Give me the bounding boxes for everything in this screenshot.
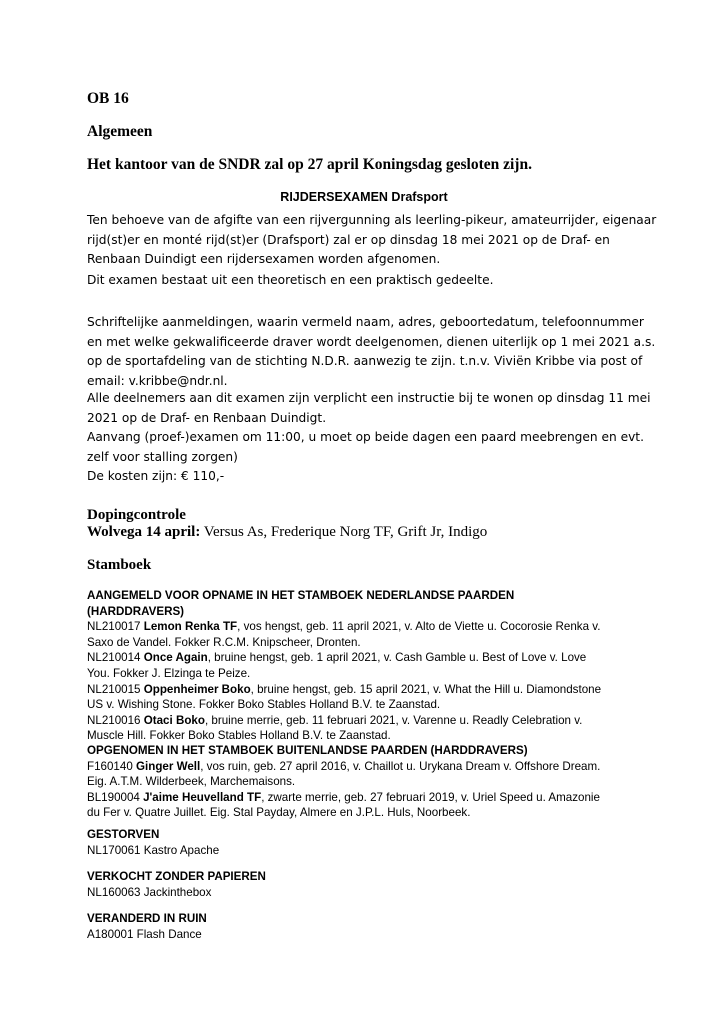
aangemeld-heading-1: AANGEMELD VOOR OPNAME IN HET STAMBOEK NEDERLANDSE PAARDEN [87,589,515,602]
exam-title: RIJDERSEXAMEN Drafsport [280,190,448,204]
opgenomen-heading: OPGENOMEN IN HET STAMBOEK BUITENLANDSE PAARDEN (HARDDRAVERS) [87,744,528,757]
text-line: zelf voor stalling zorgen) [87,449,238,464]
exam-paragraph-4 [87,389,657,467]
horse-name: Once Again [143,651,208,665]
verkocht-section [87,869,662,900]
aangemeld-section [87,588,662,744]
list-item: NL160063 Jackinthebox [87,885,212,899]
horse-details: , vos hengst, geb. 11 april 2021, v. Alto de Viette u. Cocorosie Renka v. [237,620,601,634]
horse-name: Lemon Renka TF [143,620,238,634]
opgenomen-section [87,743,662,821]
list-item: NL170061 Kastro Apache [87,843,220,857]
horse-details-cont: US v. Wishing Stone. Fokker Boko Stables Holland B.V. te Zaanstad. [87,698,441,712]
text-line: Alle deelnemers aan dit examen zijn verplicht een instructie bij te wonen op dinsdag 11 mei [87,391,651,405]
horse-id: F160140 [87,759,136,773]
text-line: Ten behoeve van de afgifte van een rijvergunning als leerling-pikeur, amateurrijder, eigenaar [87,213,657,227]
section-algemeen: Algemeen [87,123,153,140]
doping-label: Wolvega 14 april: [87,524,201,540]
stamboek-title: Stamboek [87,557,152,573]
horse-id: NL210017 [87,620,144,634]
horse-id: NL210015 [87,682,144,696]
list-item [87,759,662,790]
horse-details-cont: You. Fokker J. Elzinga te Peize. [87,666,251,680]
exam-paragraph-1 [87,211,657,270]
horse-details-cont: Saxo de Vandel. Fokker R.C.M. Knipscheer, Dronten. [87,635,361,649]
horse-name: Otaci Boko [143,713,205,727]
ruin-heading: VERANDERD IN RUIN [87,912,207,925]
gestorven-heading: GESTORVEN [87,828,160,841]
aangemeld-heading-2: (HARDDRAVERS) [87,604,185,618]
horse-details: , zwarte merrie, geb. 27 februari 2019, v. Uriel Speed u. Amazonie [261,790,600,804]
text-line: rijd(st)er en monté rijd(st)er (Drafsport) zal er op dinsdag 18 mei 2021 op de Draf- en [87,232,610,247]
gestorven-section [87,827,662,858]
doping-section [87,507,487,541]
horse-id: NL210016 [87,713,144,727]
horse-details: , vos ruin, geb. 27 april 2016, v. Chaillot u. Urykana Dream v. Offshore Dream. [200,759,601,773]
exam-paragraph-2: Dit examen bestaat uit een theoretisch en een praktisch gedeelte. [87,273,494,287]
ob-number: OB 16 [87,90,129,107]
list-item: A180001 Flash Dance [87,927,202,941]
text-line: op de sportafdeling van de stichting N.D.R. aanwezig te zijn. t.n.v. Viviën Kribbe via post of [87,354,643,368]
exam-costs: De kosten zijn: € 110,- [87,469,225,483]
horse-details-cont: du Fer v. Quatre Juillet. Eig. Stal Payday, Almere en J.P.L. Huls, Noorbeek. [87,806,471,820]
horse-name: Oppenheimer Boko [143,682,251,696]
text-line: Aanvang (proef-)examen om 11:00, u moet op beide dagen een paard meebrengen en evt. [87,430,644,444]
text-line: Renbaan Duindigt een rijdersexamen worden afgenomen. [87,252,441,266]
verkocht-heading: VERKOCHT ZONDER PAPIEREN [87,870,266,883]
text-line [87,650,662,666]
horse-name: J'aime Heuvelland TF [143,790,262,804]
horse-name: Ginger Well [136,759,201,773]
horse-details-cont: Muscle Hill. Fokker Boko Stables Holland B.V. te Zaanstad. [87,729,391,743]
text-line: en met welke gekwalificeerde draver wordt deelgenomen, dienen uiterlijk op 1 mei 2021 a.s. [87,334,656,349]
horse-details: , bruine merrie, geb. 11 februari 2021, v. Varenne u. Readly Celebration v. [204,713,583,727]
doping-title: Dopingcontrole [87,507,186,523]
text-line: email: v.kribbe@ndr.nl. [87,373,228,388]
list-item [87,619,662,650]
text-line [87,713,662,729]
list-item [87,790,662,821]
text-line [87,790,662,806]
text-line [87,682,662,698]
horse-details: , bruine hengst, geb. 1 april 2021, v. Cash Gamble u. Best of Love v. Love [207,651,587,665]
list-item [87,650,662,681]
exam-paragraph-3 [87,313,657,391]
ruin-section [87,911,662,942]
horse-details: , bruine hengst, geb. 15 april 2021, v. What the Hill u. Diamondstone [250,682,602,696]
text-line [87,759,662,775]
text-line [87,619,662,635]
horse-id: NL210014 [87,651,144,665]
text-line: 2021 op de Draf- en Renbaan Duindigt. [87,410,327,425]
doping-horses: Versus As, Frederique Norg TF, Grift Jr, Indigo [200,524,488,540]
kantoor-notice: Het kantoor van de SNDR zal op 27 april Koningsdag gesloten zijn. [87,156,532,173]
text-line: Schriftelijke aanmeldingen, waarin vermeld naam, adres, geboortedatum, telefoonnummer [87,315,644,329]
horse-id: BL190004 [87,790,144,804]
horse-details-cont: Eig. A.T.M. Wilderbeek, Marchemaisons. [87,775,296,789]
list-item [87,713,662,744]
doping-line [87,524,487,541]
list-item [87,682,662,713]
